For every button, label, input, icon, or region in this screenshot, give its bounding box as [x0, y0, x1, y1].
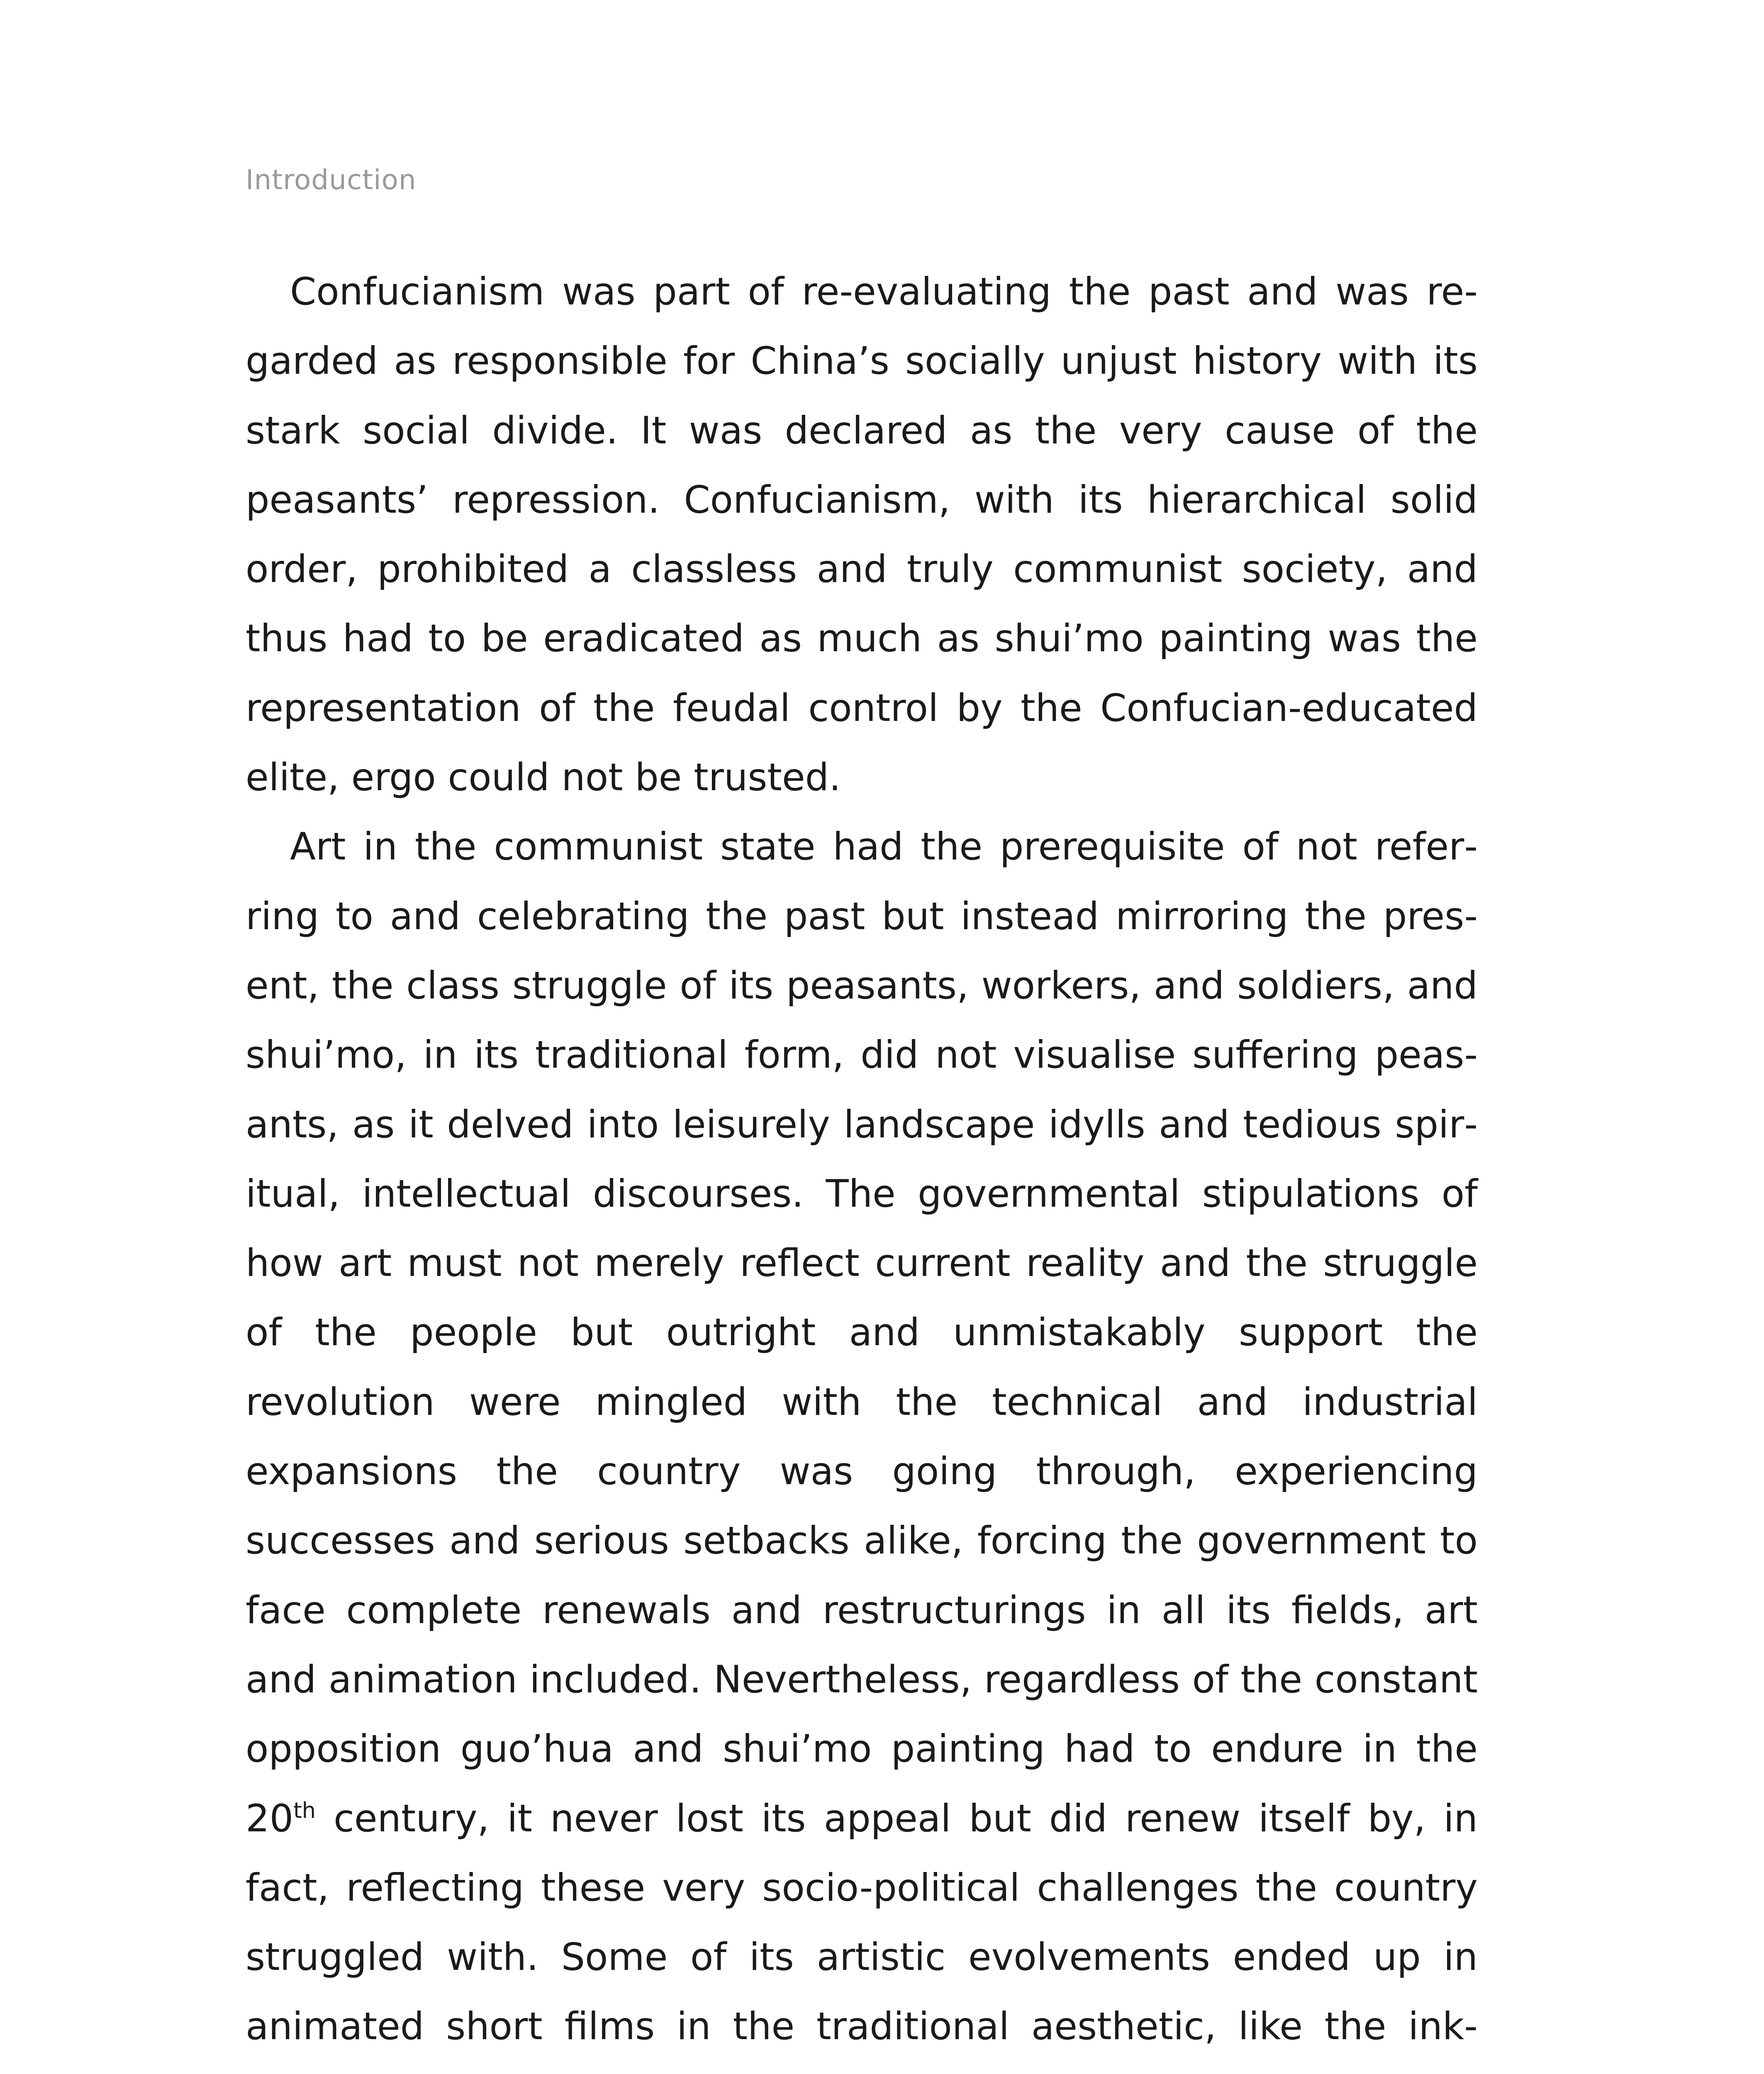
paragraph-2-text-a: Art in the communist state had the prerequisite of not referring to and celebrating the past but instead mirroring the present, the class struggle of its peasants, workers, and soldiers, and shui’mo, in its traditional form, did not visualise suffering peasants, as it delved into leisurely landscape idylls and tedious spiritual, intellectual discourses. The governmental stipulations of how art must not merely reflect current reality and the struggle of the people but outright and unmistakably support the revolution were mingled with the technical and industrial expansions the country was going through, experiencing successes and serious setbacks alike, forcing the government to face complete renewals and restructurings in all its fields, art and animation included. Nevertheless, regardless of the constant opposition guo’hua and shui’mo painting had to endure in the 20: [246, 825, 1478, 1840]
ordinal-superscript: th: [293, 1798, 316, 1823]
paragraph-2-text-b: century, it never lost its appeal but did renew itself by, in fact, reflecting these very socio-political challenges the country struggled with. Some of its artistic evolvements ended up in animated short films in the traditional aesthetic, like the ink-: [246, 1796, 1478, 2049]
running-head: Introduction: [246, 164, 417, 196]
paragraph-1: Confucianism was part of re-evaluating the past and was regarded as responsible for China’s socially unjust history with its stark social divide. It was declared as the very cause of the peasants’ repression. Confucianism, with its hierarchical solid order, prohibited a classless and truly communist society, and thus had to be eradicated as much as shui’mo painting was the representation of the feudal control by the Confucian-educated elite, ergo could not be trusted.: [246, 270, 1478, 800]
body-text: [246, 257, 1478, 2074]
paragraph-2: [246, 812, 1478, 2074]
